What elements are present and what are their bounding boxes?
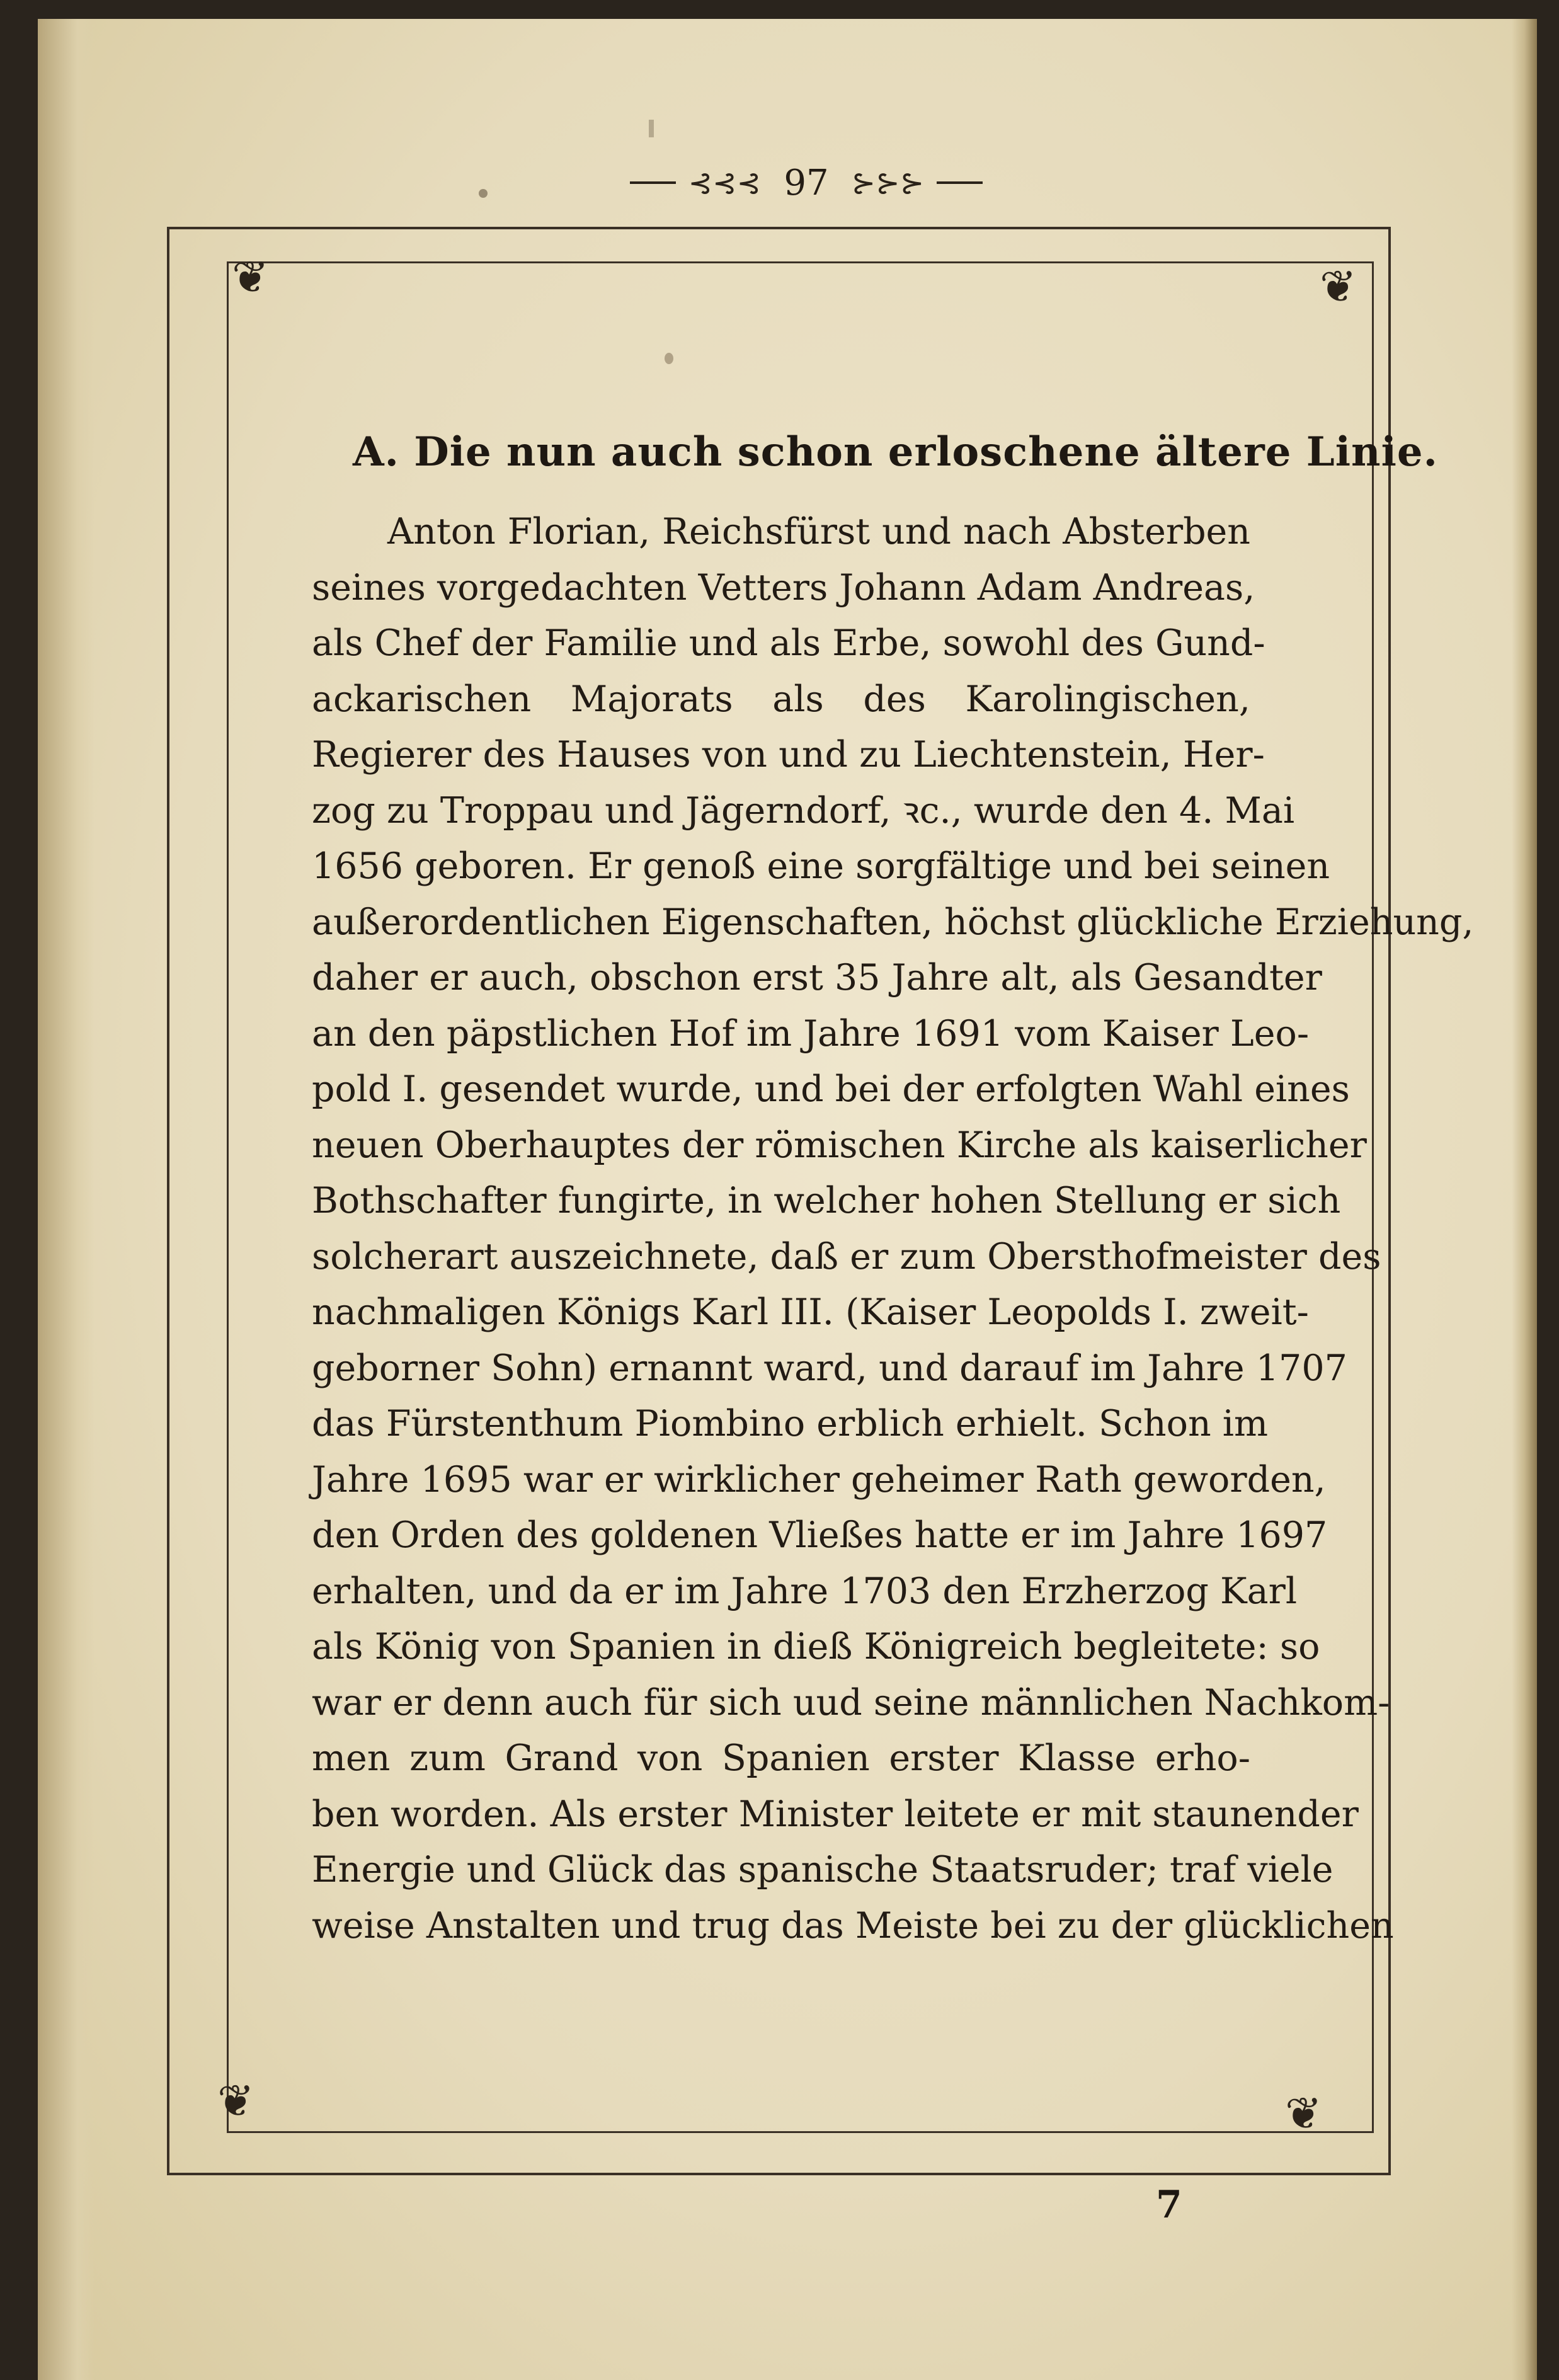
text-line: neuen Oberhauptes der römischen Kirche als kaiserlicher	[312, 1124, 1367, 1166]
body-text	[312, 504, 1474, 1954]
section-heading: A. Die nun auch schon erloschene ältere Linie.	[353, 428, 1438, 476]
text-line: daher er auch, obschon erst 35 Jahre alt, als Gesandter	[312, 957, 1322, 998]
page-number: 97	[784, 162, 829, 203]
text-line: seines vorgedachten Vetters Johann Adam Andreas,	[312, 566, 1255, 609]
text-line: zog zu Troppau und Jägerndorf, ꝛc., wurde den 4. Mai	[312, 789, 1295, 832]
text-line: außerordentlichen Eigenschaften, höchst glückliche Erziehung,	[312, 901, 1474, 943]
text-line: weise Anstalten und trug das Meiste bei zu der glücklichen	[312, 1904, 1394, 1947]
text-line: Bothschafter fungirte, in welcher hohen Stellung er sich	[312, 1180, 1341, 1221]
text-line: pold I. gesendet wurde, und bei der erfolgten Wahl eines	[312, 1068, 1350, 1110]
text-line: das Fürstenthum Piombino erblich erhielt. Schon im	[312, 1403, 1269, 1445]
text-line: erhalten, und da er im Jahre 1703 den Erzherzog Karl	[312, 1570, 1298, 1612]
corner-ornament-icon: ❦	[217, 2075, 254, 2127]
head-rule-left	[630, 181, 676, 184]
ink-spot	[479, 189, 488, 198]
corner-ornament-icon: ❦	[1285, 2088, 1322, 2139]
text-line: war er denn auch für sich uud seine männlichen Nachkom-	[312, 1681, 1390, 1724]
fleuron-right-icon: ⊱⊱⊱	[851, 166, 925, 200]
head-rule-right	[937, 181, 983, 184]
text-line: den Orden des goldenen Vließes hatte er im Jahre 1697	[312, 1514, 1328, 1556]
text-line: Regierer des Hauses von und zu Liechtenstein, Her-	[312, 734, 1265, 775]
text-line: ben worden. Als erster Minister leitete er mit staunender	[312, 1793, 1359, 1835]
text-line: solcherart auszeichnete, daß er zum Obersthofmeister des	[312, 1235, 1381, 1278]
page-gutter	[38, 19, 94, 2380]
fleuron-left-icon: ⊰⊰⊰	[688, 166, 762, 200]
corner-ornament-icon: ❦	[1320, 261, 1357, 312]
text-line: geborner Sohn) ernannt ward, und darauf im Jahre 1707	[312, 1347, 1347, 1389]
text-line: Jahre 1695 war er wirklicher geheimer Rath geworden,	[312, 1458, 1326, 1501]
text-line: ackarischen Majorats als des Karolingischen,	[312, 678, 1250, 720]
corner-ornament-icon: ❦	[232, 251, 269, 303]
signature-mark: 7	[1156, 2183, 1182, 2227]
running-head	[630, 157, 983, 208]
text-line: als Chef der Familie und als Erbe, sowohl des Gund-	[312, 622, 1265, 664]
page-edge	[1512, 19, 1537, 2380]
ink-spot	[649, 120, 654, 137]
text-line: Energie und Glück das spanische Staatsruder; traf viele	[312, 1849, 1333, 1891]
text-line: an den päpstlichen Hof im Jahre 1691 vom Kaiser Leo-	[312, 1012, 1310, 1055]
text-line: men zum Grand von Spanien erster Klasse erho-	[312, 1737, 1250, 1779]
text-line: nachmaligen Königs Karl III. (Kaiser Leopolds I. zweit-	[312, 1291, 1309, 1333]
text-line: als König von Spanien in dieß Königreich begleitete: so	[312, 1626, 1320, 1668]
text-line: Anton Florian, Reichsfürst und nach Absterben	[387, 511, 1250, 552]
text-line: 1656 geboren. Er genoß eine sorgfältige und bei seinen	[312, 845, 1330, 887]
